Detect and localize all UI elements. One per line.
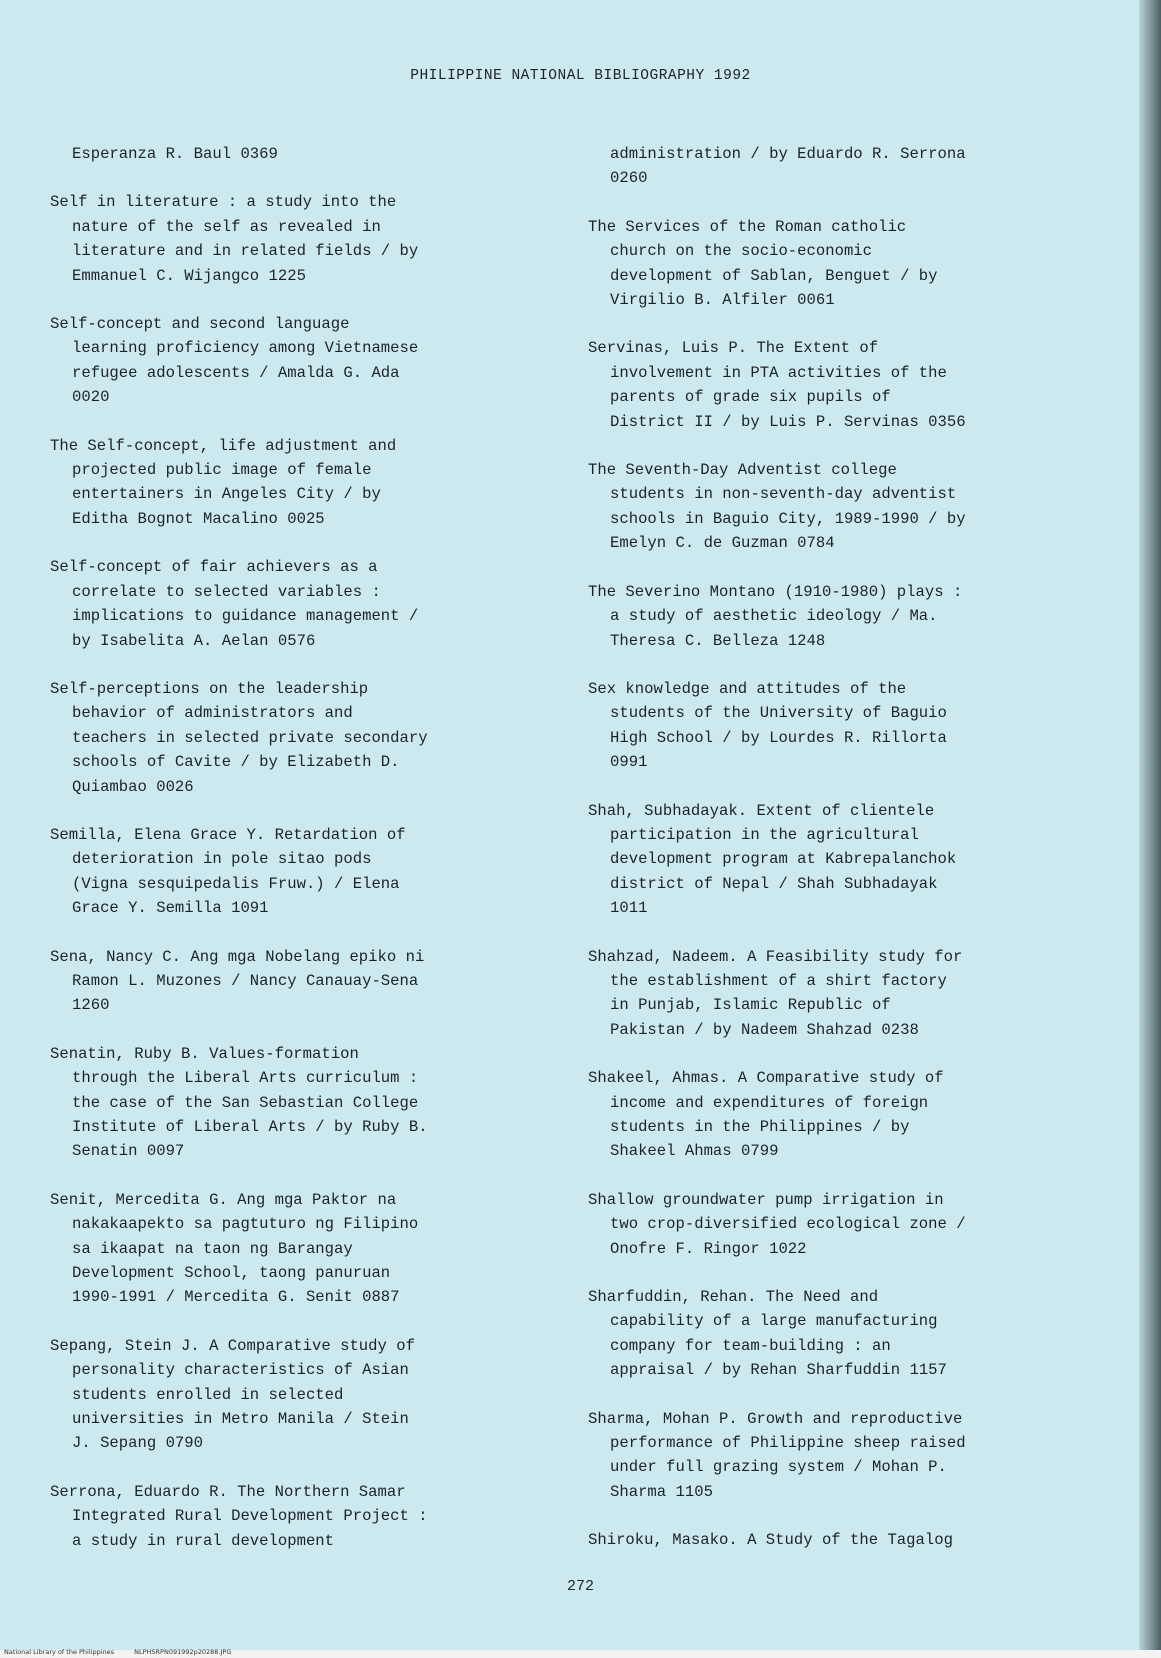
- list-item: Serrona, Eduardo R. The Northern Samar Integrated Rural Development Project : a study in rural development: [50, 1482, 428, 1550]
- list-item: The Services of the Roman catholic church on the socio-economic development of Sablan, Benguet / by Virgilio B. Alfiler 0061: [588, 217, 938, 310]
- list-item: Sharfuddin, Rehan. The Need and capability of a large manufacturing company for team-building : an appraisal / by Rehan Sharfuddin 1157: [588, 1288, 947, 1380]
- scan-credit: [4, 1648, 249, 1656]
- list-item: The Self-concept, life adjustment and projected public image of female entertainers in Angeles City / by Editha Bognot Macalino 0025: [50, 436, 397, 528]
- list-item: Sharma, Mohan P. Growth and reproductive performance of Philippine sheep raised under full grazing system / Mohan P. Sharma 1105: [588, 1409, 966, 1501]
- page-number: 272: [566, 1578, 594, 1595]
- list-item: administration / by Eduardo R. Serrona 0260: [610, 145, 966, 188]
- right-column: [588, 142, 1108, 1577]
- list-item: Shah, Subhadayak. Extent of clientele participation in the agricultural development program at Kabrepalanchok district of Nepal / Shah Subhadayak 1011: [588, 801, 957, 918]
- list-item: Shiroku, Masako. A Study of the Tagalog: [588, 1531, 953, 1550]
- list-item: Self-concept of fair achievers as a correlate to selected variables : implications to guidance management / by Isabelita A. Aelan 0576: [50, 558, 419, 650]
- list-item: Senit, Mercedita G. Ang mga Paktor na nakakaapekto sa pagtuturo ng Filipino sa ikaapat na taon ng Barangay Development School, taong panuruan 1990-1991 / Mercedita G. Senit 0887: [50, 1190, 419, 1307]
- list-item: Servinas, Luis P. The Extent of involvement in PTA activities of the parents of grade six pupils of District II / by Luis P. Servinas 0356: [588, 339, 966, 431]
- list-item: The Seventh-Day Adventist college students in non-seventh-day adventist schools in Baguio City, 1989-1990 / by Emelyn C. de Guzman 0784: [588, 461, 966, 553]
- list-item: Semilla, Elena Grace Y. Retardation of deterioration in pole sitao pods (Vigna sesquipedalis Fruw.) / Elena Grace Y. Semilla 1091: [50, 825, 406, 918]
- list-item: Sex knowledge and attitudes of the students of the University of Baguio High School / by Lourdes R. Rillorta 0991: [588, 679, 947, 772]
- credit-file: NLPHSRPN091992p20288.JPG: [134, 1648, 232, 1656]
- list-item: Senatin, Ruby B. Values-formation through the Liberal Arts curriculum : the case of the San Sebastian College Institute of Liberal Arts / by Ruby B. Senatin 0097: [50, 1044, 428, 1161]
- page-edge-shadow: [1139, 0, 1161, 1658]
- list-item: Esperanza R. Baul 0369: [72, 145, 278, 163]
- list-item: Self-concept and second language learning proficiency among Vietnamese refugee adolescents / Amalda G. Ada 0020: [50, 315, 419, 407]
- list-item: Sena, Nancy C. Ang mga Nobelang epiko ni Ramon L. Muzones / Nancy Canauay-Sena 1260: [50, 947, 425, 1015]
- list-item: Shallow groundwater pump irrigation in two crop-diversified ecological zone / Onofre F. Ringor 1022: [588, 1190, 966, 1258]
- page-header: PHILIPPINE NATIONAL BIBLIOGRAPHY 1992: [410, 68, 751, 84]
- list-item: Shahzad, Nadeem. A Feasibility study for the establishment of a shirt factory in Punjab, Islamic Republic of Pakistan / by Nadeem Shahzad 0238: [588, 947, 963, 1039]
- left-column: [50, 142, 560, 1577]
- list-item: Self in literature : a study into the nature of the self as revealed in literature and in related fields / by Emmanuel C. Wijangco 1225: [50, 193, 419, 285]
- credit-library: National Library of the Philippines: [4, 1648, 115, 1656]
- list-item: Sepang, Stein J. A Comparative study of personality characteristics of Asian students enrolled in selected universities in Metro Manila / Stein J. Sepang 0790: [50, 1336, 415, 1453]
- list-item: Shakeel, Ahmas. A Comparative study of income and expenditures of foreign students in the Philippines / by Shakeel Ahmas 0799: [588, 1069, 944, 1161]
- list-item: The Severino Montano (1910-1980) plays : a study of aesthetic ideology / Ma. Theresa C. Belleza 1248: [588, 582, 963, 650]
- list-item: Self-perceptions on the leadership behavior of administrators and teachers in selected private secondary schools of Cavite / by Elizabeth D. Quiambao 0026: [50, 679, 428, 796]
